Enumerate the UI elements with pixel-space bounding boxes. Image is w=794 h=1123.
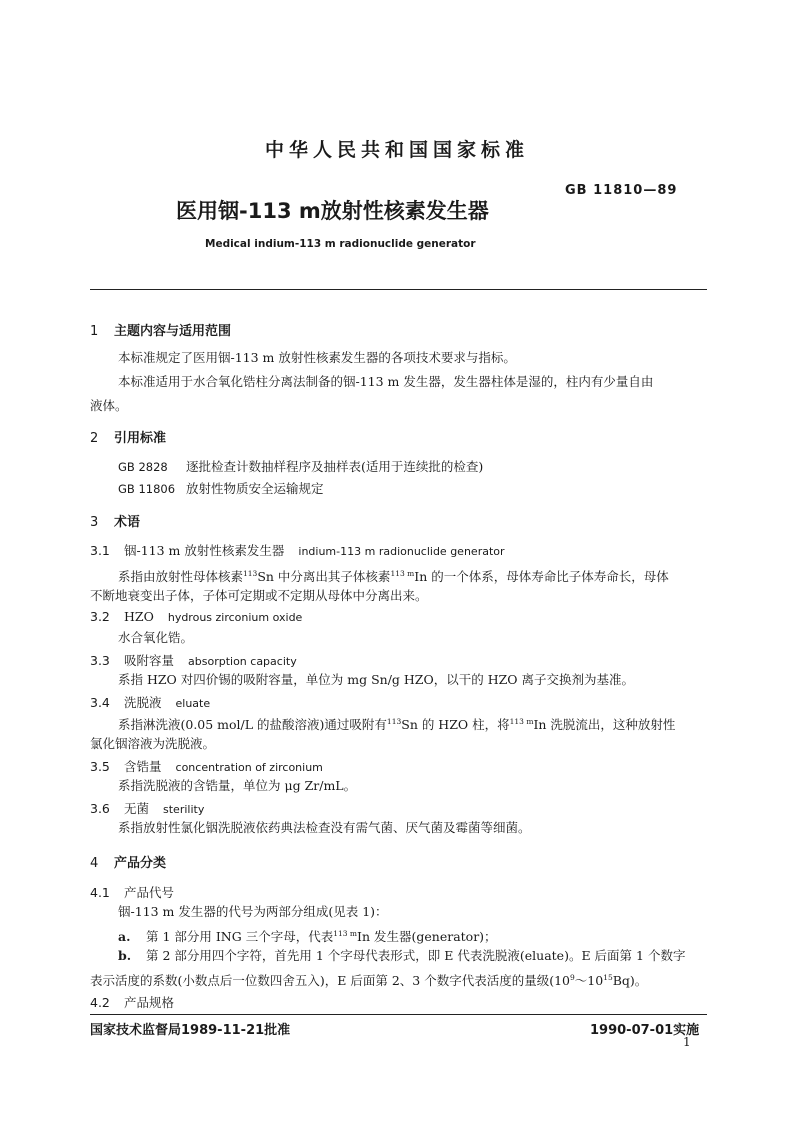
term-3-3: [90, 651, 297, 669]
section-title: 产品分类: [114, 856, 167, 871]
reference-item: [118, 478, 324, 500]
term-cn: 吸附容量: [124, 653, 175, 668]
national-standard-heading: 中华人民共和国国家标准: [264, 139, 529, 161]
term-number: 3.4: [90, 695, 110, 710]
term-number: 3.5: [90, 759, 110, 774]
reference-item: [118, 456, 483, 478]
term-number: 3.2: [90, 609, 110, 624]
section-number: 2: [90, 431, 99, 446]
term-definition: 不断地衰变出子体，子体可定期或不定期从母体中分离出来。: [90, 588, 428, 603]
paragraph: 本标准规定了医用铟-113 m 放射性核素发生器的各项技术要求与指标。: [118, 350, 516, 365]
term-number: 3.1: [90, 543, 110, 558]
term-cn: 洗脱液: [124, 695, 162, 710]
document-title: 医用铟-113 m放射性核素发生器: [176, 199, 489, 223]
list-item-b: b. 第 2 部分用四个字符，首先用 1 个字母代表形式，即 E 代表洗脱液(eluate)。E 后面第 1 个数字: [118, 945, 685, 967]
approval-note: 国家技术监督局1989-11-21批准: [90, 1023, 291, 1038]
term-3-1: [90, 541, 505, 559]
term-3-2: [90, 609, 302, 624]
section-number: 1: [90, 324, 99, 339]
term-cn: 含锆量: [124, 759, 162, 774]
standard-number: GB 11810—89: [565, 183, 678, 198]
subsection-4-1: [90, 883, 188, 901]
term-en: indium-113 m radionuclide generator: [298, 545, 505, 558]
reference-code: GB 11806: [118, 482, 176, 496]
term-en: eluate: [175, 697, 211, 710]
term-3-4: [90, 693, 210, 711]
term-3-6: [90, 799, 204, 817]
term-cn: HZO: [124, 609, 154, 624]
term-en: concentration of zirconium: [175, 761, 323, 774]
page-number: 1: [683, 1035, 691, 1049]
list-item-a: a. 第 1 部分用 ING 三个字母，代表$^{113 m}$In 发生器(generator)；: [118, 923, 497, 948]
term-definition: 系指淋洗液(0.05 mol/L 的盐酸溶液)通过吸附有$^{113}$Sn 的 HZO 柱，将$^{113 m}$In 洗脱流出，这种放射性: [118, 717, 676, 733]
term-number: 3.6: [90, 801, 110, 816]
term-definition: 系指 HZO 对四价锡的吸附容量，单位为 mg Sn/g HZO，以干的 HZO 离子交换剂为基准。: [118, 672, 634, 687]
term-3-5: [90, 757, 323, 775]
term-en: hydrous zirconium oxide: [167, 611, 303, 624]
term-definition: 系指洗脱液的含锆量，单位为 μg Zr/mL。: [118, 778, 357, 793]
section-3-heading: [90, 511, 140, 530]
list-label: a.: [118, 929, 131, 945]
paragraph: 本标准适用于水合氧化锆柱分离法制备的铟-113 m 发生器，发生器柱体是湿的，柱内有少量自由: [118, 374, 654, 389]
term-number: 3.3: [90, 653, 110, 668]
section-1-heading: [90, 320, 231, 339]
paragraph: 液体。: [90, 398, 128, 413]
reference-text: 逐批检查计数抽样程序及抽样表(适用于连续批的检查): [186, 459, 484, 474]
subsection-4-2: [90, 993, 188, 1011]
term-definition: 氯化铟溶液为洗脱液。: [90, 736, 216, 751]
term-en: sterility: [163, 803, 205, 816]
section-4-heading: [90, 852, 166, 871]
effective-date: 1990-07-01实施: [590, 1023, 700, 1038]
list-label: b.: [118, 948, 132, 963]
reference-text: 放射性物质安全运输规定: [186, 481, 324, 496]
term-definition: 系指由放射性母体核素$^{113}$Sn 中分离出其子体核素$^{113 m}$In 的一个体系，母体寿命比子体寿命长，母体: [118, 569, 669, 585]
header-divider: [90, 289, 707, 290]
term-cn: 铟-113 m 放射性核素发生器: [124, 543, 285, 558]
term-definition: 系指放射性氯化铟洗脱液依药典法检查没有需气菌、厌气菌及霉菌等细菌。: [118, 820, 531, 835]
term-definition: 水合氧化锆。: [118, 630, 194, 645]
subsection-title: 产品代号: [124, 885, 175, 900]
term-cn: 无菌: [124, 801, 150, 816]
reference-code: GB 2828: [118, 460, 168, 474]
section-number: 4: [90, 856, 99, 871]
subsection-number: 4.2: [90, 995, 110, 1010]
section-title: 术语: [114, 515, 141, 530]
paragraph: 表示活度的系数(小数点后一位数四舍五入)，E 后面第 2、3 个数字代表活度的量级$(10^9\sim 10^{15}Bq)$。: [90, 973, 648, 989]
footer-divider: [90, 1014, 707, 1015]
paragraph: 铟-113 m 发生器的代号为两部分组成(见表 1)：: [118, 904, 388, 919]
subsection-title: 产品规格: [124, 995, 175, 1010]
section-2-heading: [90, 427, 166, 446]
document-title-english: Medical indium-113 m radionuclide generator: [205, 238, 476, 250]
section-number: 3: [90, 515, 99, 530]
subsection-number: 4.1: [90, 885, 110, 900]
term-en: absorption capacity: [188, 655, 297, 668]
section-title: 主题内容与适用范围: [114, 324, 232, 339]
section-title: 引用标准: [114, 431, 167, 446]
